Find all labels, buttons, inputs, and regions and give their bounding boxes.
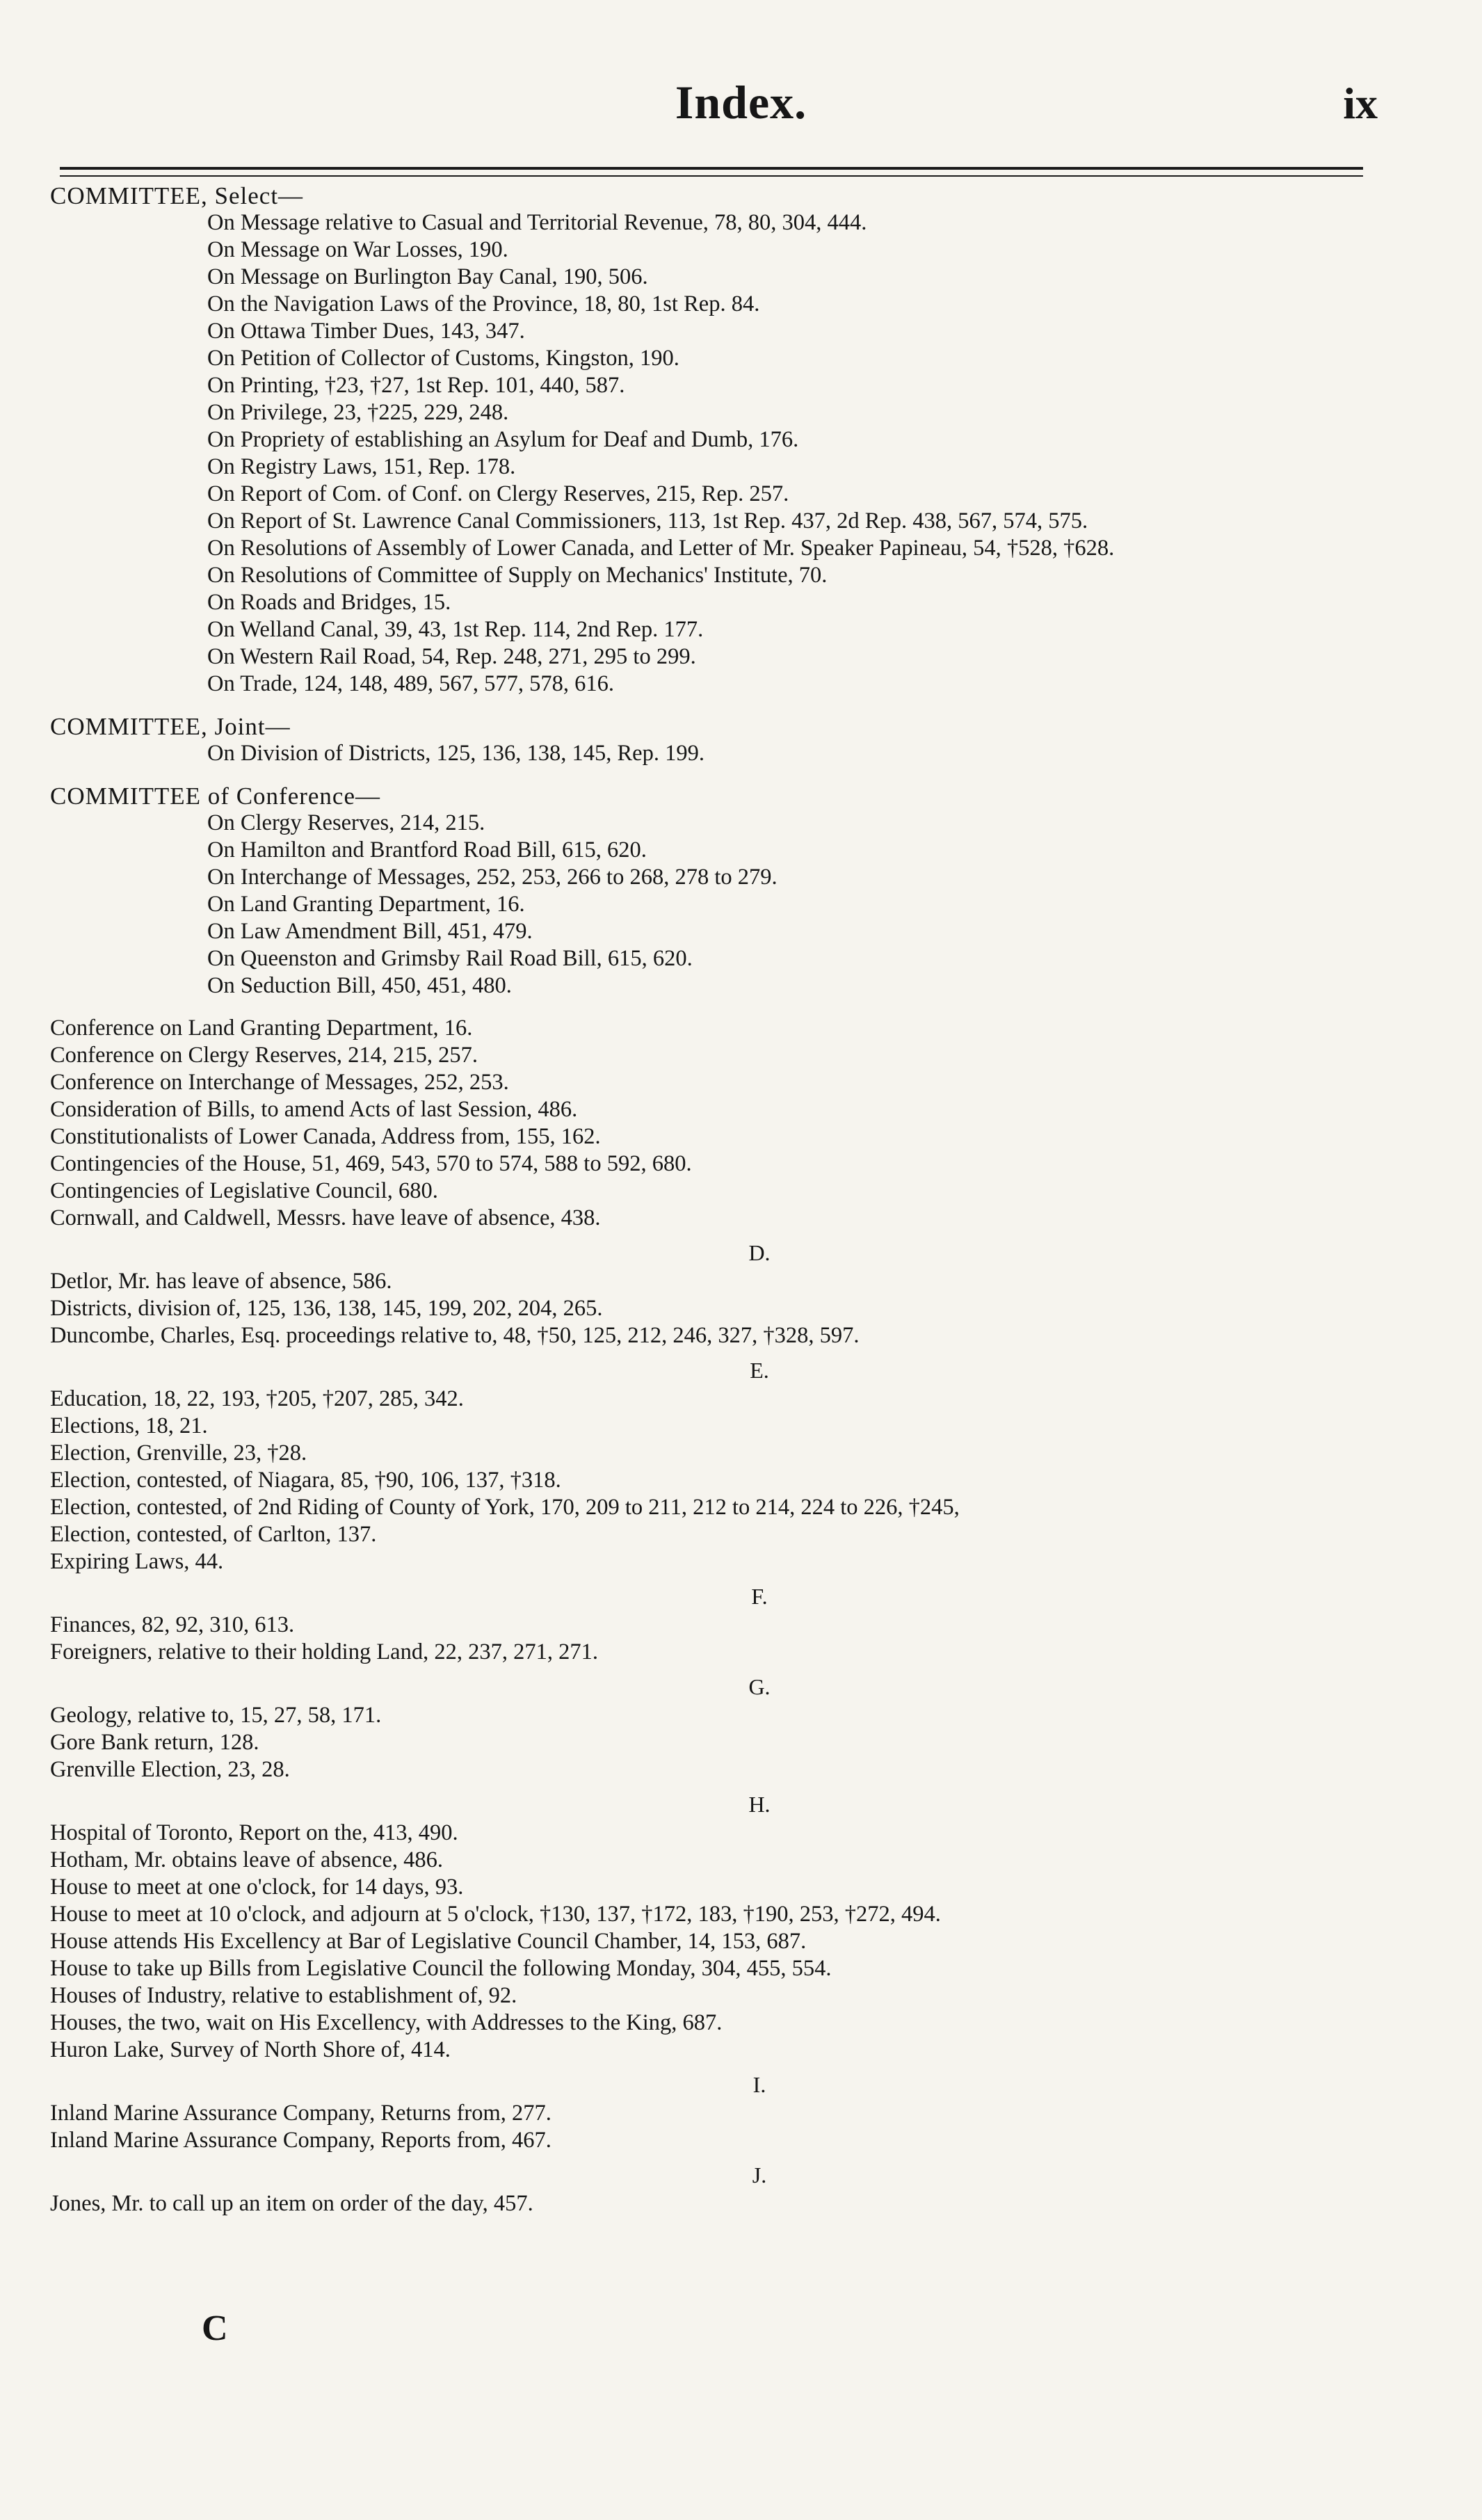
index-subentry: On Message relative to Casual and Territorial Revenue, 78, 80, 304, 444. (207, 210, 867, 235)
section-letter: D. (748, 1240, 771, 1265)
index-subentry: On Registry Laws, 151, Rep. 178. (207, 454, 516, 479)
index-subentry: On Resolutions of Assembly of Lower Canada, and Letter of Mr. Speaker Papineau, 54, †528, †628. (207, 536, 1115, 561)
index-entry: Conference on Interchange of Messages, 252, 253. (50, 1070, 509, 1095)
index-subentry: On Clergy Reserves, 214, 215. (207, 810, 485, 835)
section-letter: H. (748, 1792, 771, 1817)
index-subentry: On Land Granting Department, 16. (207, 892, 525, 917)
index-entry: Detlor, Mr. has leave of absence, 586. (50, 1269, 392, 1294)
index-entry: Huron Lake, Survey of North Shore of, 414. (50, 2037, 451, 2062)
index-entry: Finances, 82, 92, 310, 613. (50, 1612, 295, 1637)
page-number: ix (1343, 79, 1378, 128)
index-subentry: On Welland Canal, 39, 43, 1st Rep. 114, 2nd Rep. 177. (207, 617, 704, 642)
index-entry: House to meet at 10 o'clock, and adjourn at 5 o'clock, †130, 137, †172, 183, †190, 253, †272, 494. (50, 1902, 941, 1927)
index-subentry: On Propriety of establishing an Asylum for Deaf and Dumb, 176. (207, 427, 799, 452)
index-subentry: On Message on Burlington Bay Canal, 190, 506. (207, 264, 648, 289)
index-subentry: On Hamilton and Brantford Road Bill, 615, 620. (207, 837, 647, 862)
committee-heading: COMMITTEE, Select— (50, 182, 304, 209)
index-entry: Election, Grenville, 23, †28. (50, 1440, 307, 1466)
index-entry: Election, contested, of Niagara, 85, †90, 106, 137, †318. (50, 1468, 561, 1493)
section-letter: E. (750, 1358, 769, 1383)
index-entry: Houses, the two, wait on His Excellency, with Addresses to the King, 687. (50, 2010, 723, 2035)
index-entry: Consideration of Bills, to amend Acts of last Session, 486. (50, 1097, 578, 1122)
spacer (36, 767, 1427, 783)
index-entry: Expiring Laws, 44. (50, 1549, 224, 1574)
index-subentry: On Petition of Collector of Customs, Kingston, 190. (207, 346, 679, 371)
index-subentry: On Queenston and Grimsby Rail Road Bill, 615, 620. (207, 946, 693, 971)
index-subentry: On Ottawa Timber Dues, 143, 347. (207, 319, 525, 344)
index-subentry: On Privilege, 23, †225, 229, 248. (207, 400, 509, 425)
index-entry: Districts, division of, 125, 136, 138, 145, 199, 202, 204, 265. (50, 1296, 603, 1321)
index-entry: Gore Bank return, 128. (50, 1730, 259, 1755)
section-letter: G. (748, 1674, 771, 1699)
index-subentry: On Report of St. Lawrence Canal Commissioners, 113, 1st Rep. 437, 2d Rep. 438, 567, 574, 575. (207, 508, 1088, 533)
index-entry: Grenville Election, 23, 28. (50, 1757, 290, 1782)
index-entry: Geology, relative to, 15, 27, 58, 171. (50, 1703, 382, 1728)
index-entry: Hospital of Toronto, Report on the, 413, 490. (50, 1820, 458, 1845)
index-entry: Inland Marine Assurance Company, Reports from, 467. (50, 2128, 551, 2153)
index-entry: Hotham, Mr. obtains leave of absence, 486. (50, 1847, 443, 1872)
index-subentry: On Interchange of Messages, 252, 253, 266 to 268, 278 to 279. (207, 865, 778, 890)
index-subentry: On the Navigation Laws of the Province, 18, 80, 1st Rep. 84. (207, 291, 760, 316)
index-entry: Election, contested, of Carlton, 137. (50, 1522, 377, 1547)
index-entry: Contingencies of Legislative Council, 680. (50, 1178, 438, 1203)
page-header (0, 75, 1482, 138)
index-body (36, 182, 1427, 2217)
index-subentry: On Law Amendment Bill, 451, 479. (207, 919, 533, 944)
index-entry: Education, 18, 22, 193, †205, †207, 285, 342. (50, 1386, 464, 1411)
index-entry: House attends His Excellency at Bar of Legislative Council Chamber, 14, 153, 687. (50, 1929, 807, 1954)
committee-heading: COMMITTEE, Joint— (50, 713, 291, 740)
index-subentry: On Report of Com. of Conf. on Clergy Reserves, 215, Rep. 257. (207, 481, 789, 506)
index-entry: Contingencies of the House, 51, 469, 543, 570 to 574, 588 to 592, 680. (50, 1151, 692, 1176)
index-entry: Inland Marine Assurance Company, Returns from, 277. (50, 2101, 551, 2126)
index-entry: Conference on Land Granting Department, 16. (50, 1016, 473, 1041)
spacer (36, 1000, 1427, 1015)
committee-heading: COMMITTEE of Conference— (50, 783, 380, 810)
spacer (36, 698, 1427, 713)
index-subentry: On Seduction Bill, 450, 451, 480. (207, 973, 512, 998)
index-subentry: On Printing, †23, †27, 1st Rep. 101, 440, 587. (207, 373, 625, 398)
index-entry: Cornwall, and Caldwell, Messrs. have leave of absence, 438. (50, 1205, 601, 1230)
index-entry: Election, contested, of 2nd Riding of County of York, 170, 209 to 211, 212 to 214, 224 to 226, †245, (50, 1495, 960, 1520)
index-subentry: On Division of Districts, 125, 136, 138, 145, Rep. 199. (207, 741, 704, 766)
index-subentry: On Western Rail Road, 54, Rep. 248, 271, 295 to 299. (207, 644, 696, 669)
index-entry: Conference on Clergy Reserves, 214, 215, 257. (50, 1043, 478, 1068)
header-rule-thick (60, 167, 1363, 170)
signature-mark: C (202, 2309, 228, 2348)
index-entry: House to meet at one o'clock, for 14 days, 93. (50, 1875, 464, 1900)
index-entry: House to take up Bills from Legislative Council the following Monday, 304, 455, 554. (50, 1956, 832, 1981)
index-subentry: On Message on War Losses, 190. (207, 237, 508, 262)
index-subentry: On Trade, 124, 148, 489, 567, 577, 578, 616. (207, 671, 615, 696)
section-letter: F. (751, 1584, 768, 1609)
section-letter: J. (752, 2162, 767, 2188)
index-entry: Elections, 18, 21. (50, 1413, 208, 1438)
index-subentry: On Resolutions of Committee of Supply on Mechanics' Institute, 70. (207, 563, 828, 588)
section-letter: I. (752, 2072, 766, 2097)
index-entry: Constitutionalists of Lower Canada, Address from, 155, 162. (50, 1124, 601, 1149)
index-entry: Foreigners, relative to their holding Land, 22, 237, 271, 271. (50, 1639, 598, 1664)
header-rule-thin (60, 175, 1363, 177)
index-entry: Houses of Industry, relative to establishment of, 92. (50, 1983, 517, 2008)
page-title: Index. (675, 76, 807, 129)
index-entry: Jones, Mr. to call up an item on order of the day, 457. (50, 2191, 533, 2216)
index-entry: Duncombe, Charles, Esq. proceedings relative to, 48, †50, 125, 212, 246, 327, †328, 597. (50, 1323, 860, 1348)
index-subentry: On Roads and Bridges, 15. (207, 590, 451, 615)
